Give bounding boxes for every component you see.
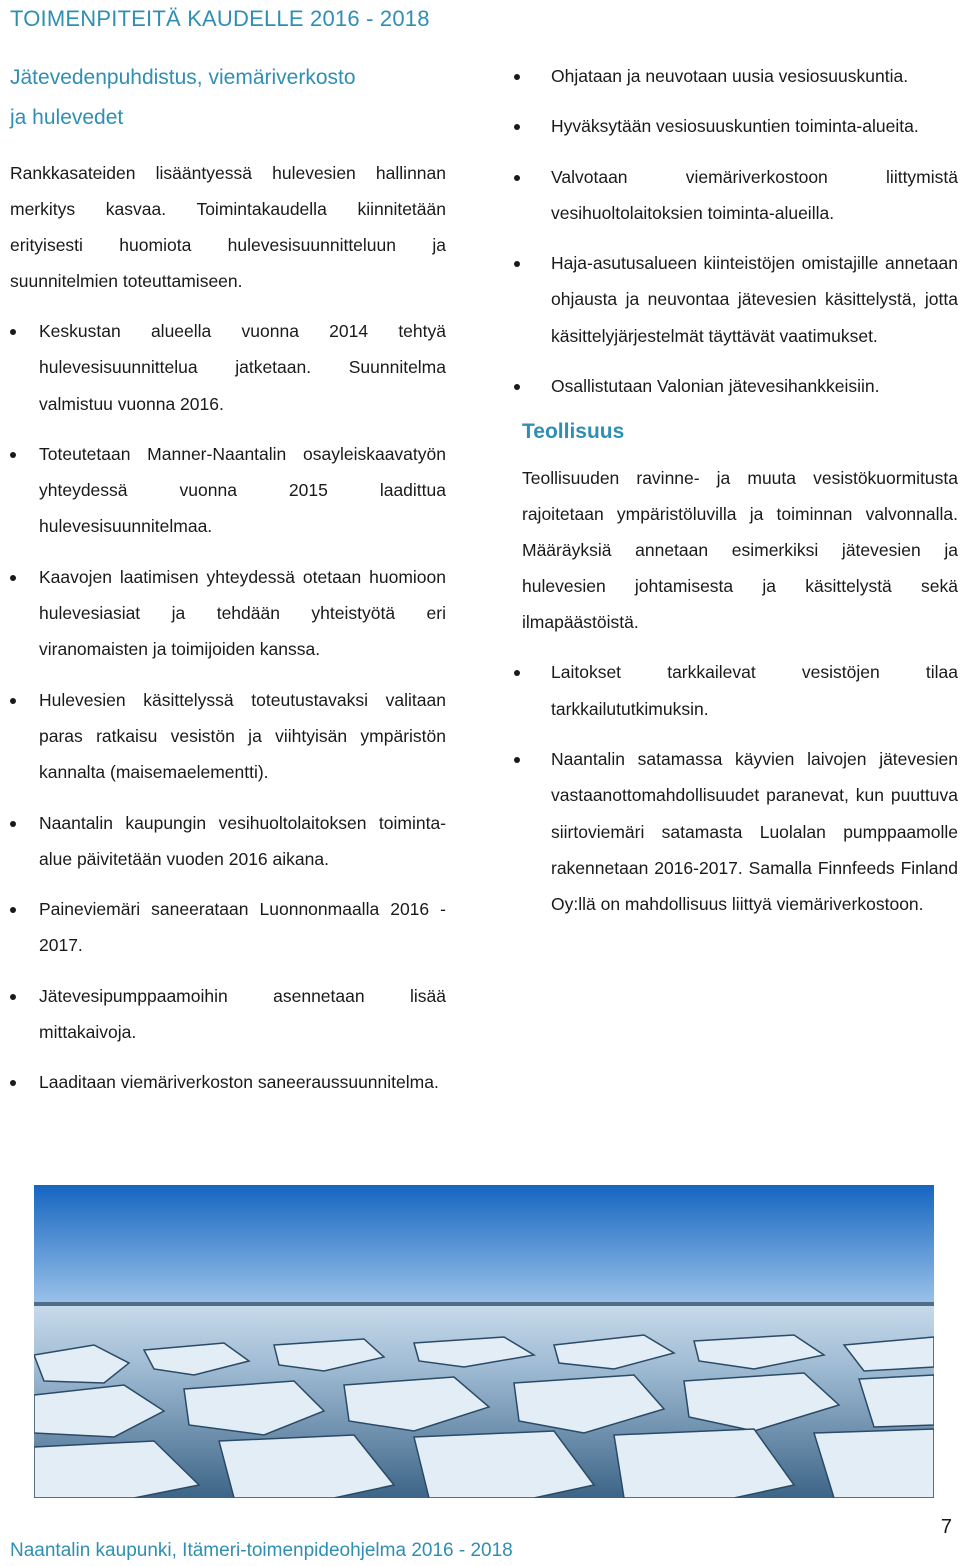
list-item-text: Laitokset tarkkailevat vesistöjen tilaa tarkkailututkimuksin. [551, 662, 958, 719]
section-heading-industry: Teollisuus [522, 420, 625, 444]
list-item-text: Hulevesien käsittelyssä toteutustavaksi valitaan paras ratkaisu vesistön ja viihtyisän ympäristön kannalta (maisemaelementti). [39, 689, 446, 783]
bullet-icon [10, 575, 16, 581]
wastewater-intro: Rankkasateiden lisääntyessä hulevesien hallinnan merkitys kasvaa. Toimintakaudella kiinnitetään erityisesti huomiota hulevesisuunnitteluun ja suunnitelmien toteuttamiseen. [10, 163, 446, 291]
list-item [512, 159, 958, 232]
footer-text: Naantalin kaupunki, Itämeri-toimenpideohjelma 2016 - 2018 [10, 1540, 513, 1561]
list-item-text: Naantalin kaupungin vesihuoltolaitoksen toiminta-alue päivitetään vuoden 2016 aikana. [39, 812, 446, 869]
list-item [512, 245, 958, 354]
bullet-icon [514, 261, 520, 267]
bullet-icon [10, 452, 16, 458]
sea-ice-illustration [34, 1185, 934, 1498]
bullet-icon [10, 907, 16, 913]
list-item [10, 891, 446, 964]
bullet-icon [10, 994, 16, 1000]
industry-intro: Teollisuuden ravinne- ja muuta vesistökuormitusta rajoitetaan ympäristöluvilla ja toiminnan valvonnalla. Määräyksiä annetaan esimerkiksi jätevesien ja hulevesien johtamisesta ja käsittelystä sekä ilmapäästöistä. [522, 468, 958, 633]
list-item-text: Keskustan alueella vuonna 2014 tehtyä hulevesisuunnittelua jatketaan. Suunnitelma valmistuu vuonna 2016. [39, 321, 446, 414]
sea-ice-photo [34, 1185, 934, 1498]
heading-line-2: ja hulevedet [10, 106, 124, 129]
sky [34, 1185, 934, 1305]
list-item-text: Ohjataan ja neuvotaan uusia vesiosuuskuntia. [551, 66, 909, 86]
industry-bullet-list [512, 654, 958, 922]
list-item [512, 654, 958, 727]
list-item-text: Laaditaan viemäriverkoston saneeraussuunnitelma. [39, 1072, 439, 1093]
bullet-icon [514, 74, 520, 80]
list-item [512, 108, 958, 144]
page-title: TOIMENPITEITÄ KAUDELLE 2016 - 2018 [10, 6, 430, 31]
bullet-icon [10, 329, 16, 335]
list-item-text: Haja-asutusalueen kiinteistöjen omistajille annetaan ohjausta ja neuvontaa jätevesien käsittelystä, jotta käsittelyjärjestelmät täyttävät vaatimukset. [551, 253, 958, 346]
bullet-icon [514, 384, 520, 390]
bullet-icon [514, 175, 520, 181]
list-item [10, 313, 446, 422]
wastewater-bullet-list [10, 313, 446, 1101]
horizon-line [34, 1302, 934, 1306]
list-item [512, 741, 958, 922]
left-column [10, 58, 446, 1101]
list-item-text: Jätevesipumppaamoihin asennetaan lisää mittakaivoja. [39, 985, 446, 1043]
list-item-text: Hyväksytään vesiosuuskuntien toiminta-alueita. [551, 116, 919, 137]
list-item [10, 682, 446, 791]
list-item [10, 436, 446, 545]
list-item-text: Valvotaan viemäriverkostoon liittymistä vesihuoltolaitoksien toiminta-alueilla. [551, 166, 958, 223]
list-item [10, 805, 446, 878]
water-cooperative-bullet-list [512, 58, 958, 404]
list-item-text: Toteutetaan Manner-Naantalin osayleiskaavatyön yhteydessä vuonna 2015 laadittua hulevesisuunnitelmaa. [39, 443, 446, 537]
bullet-icon [514, 670, 520, 676]
list-item [512, 368, 958, 404]
list-item-text: Osallistutaan Valonian jätevesihankkeisiin. [551, 376, 880, 397]
bullet-icon [10, 698, 16, 704]
bullet-icon [514, 757, 520, 763]
list-item-text: Naantalin satamassa käyvien laivojen jätevesien vastaanottomahdollisuudet paranevat, kun puuttuva siirtoviemäri satamasta Luolalan pumppaamolle rakennetaan 2016-2017. Samalla Finnfeeds Finland Oy:llä on mahdollisuus liittyä viemäriverkostoon. [551, 748, 958, 915]
list-item [10, 1064, 446, 1100]
list-item-text: Paineviemäri saneerataan Luonnonmaalla 2016 - 2017. [39, 899, 446, 956]
section-heading-wastewater [10, 58, 446, 138]
list-item-text: Kaavojen laatimisen yhteydessä otetaan huomioon hulevesiasiat ja tehdään yhteistyötä eri viranomaisten ja toimijoiden kanssa. [39, 566, 446, 660]
list-item [512, 58, 958, 94]
bullet-icon [10, 821, 16, 827]
page-number: 7 [940, 1516, 952, 1538]
bullet-icon [514, 124, 520, 130]
bullet-icon [10, 1080, 16, 1086]
list-item [10, 559, 446, 668]
heading-line-1: Jätevedenpuhdistus, viemäriverkosto [10, 66, 356, 89]
list-item [10, 978, 446, 1051]
right-column [512, 58, 958, 922]
